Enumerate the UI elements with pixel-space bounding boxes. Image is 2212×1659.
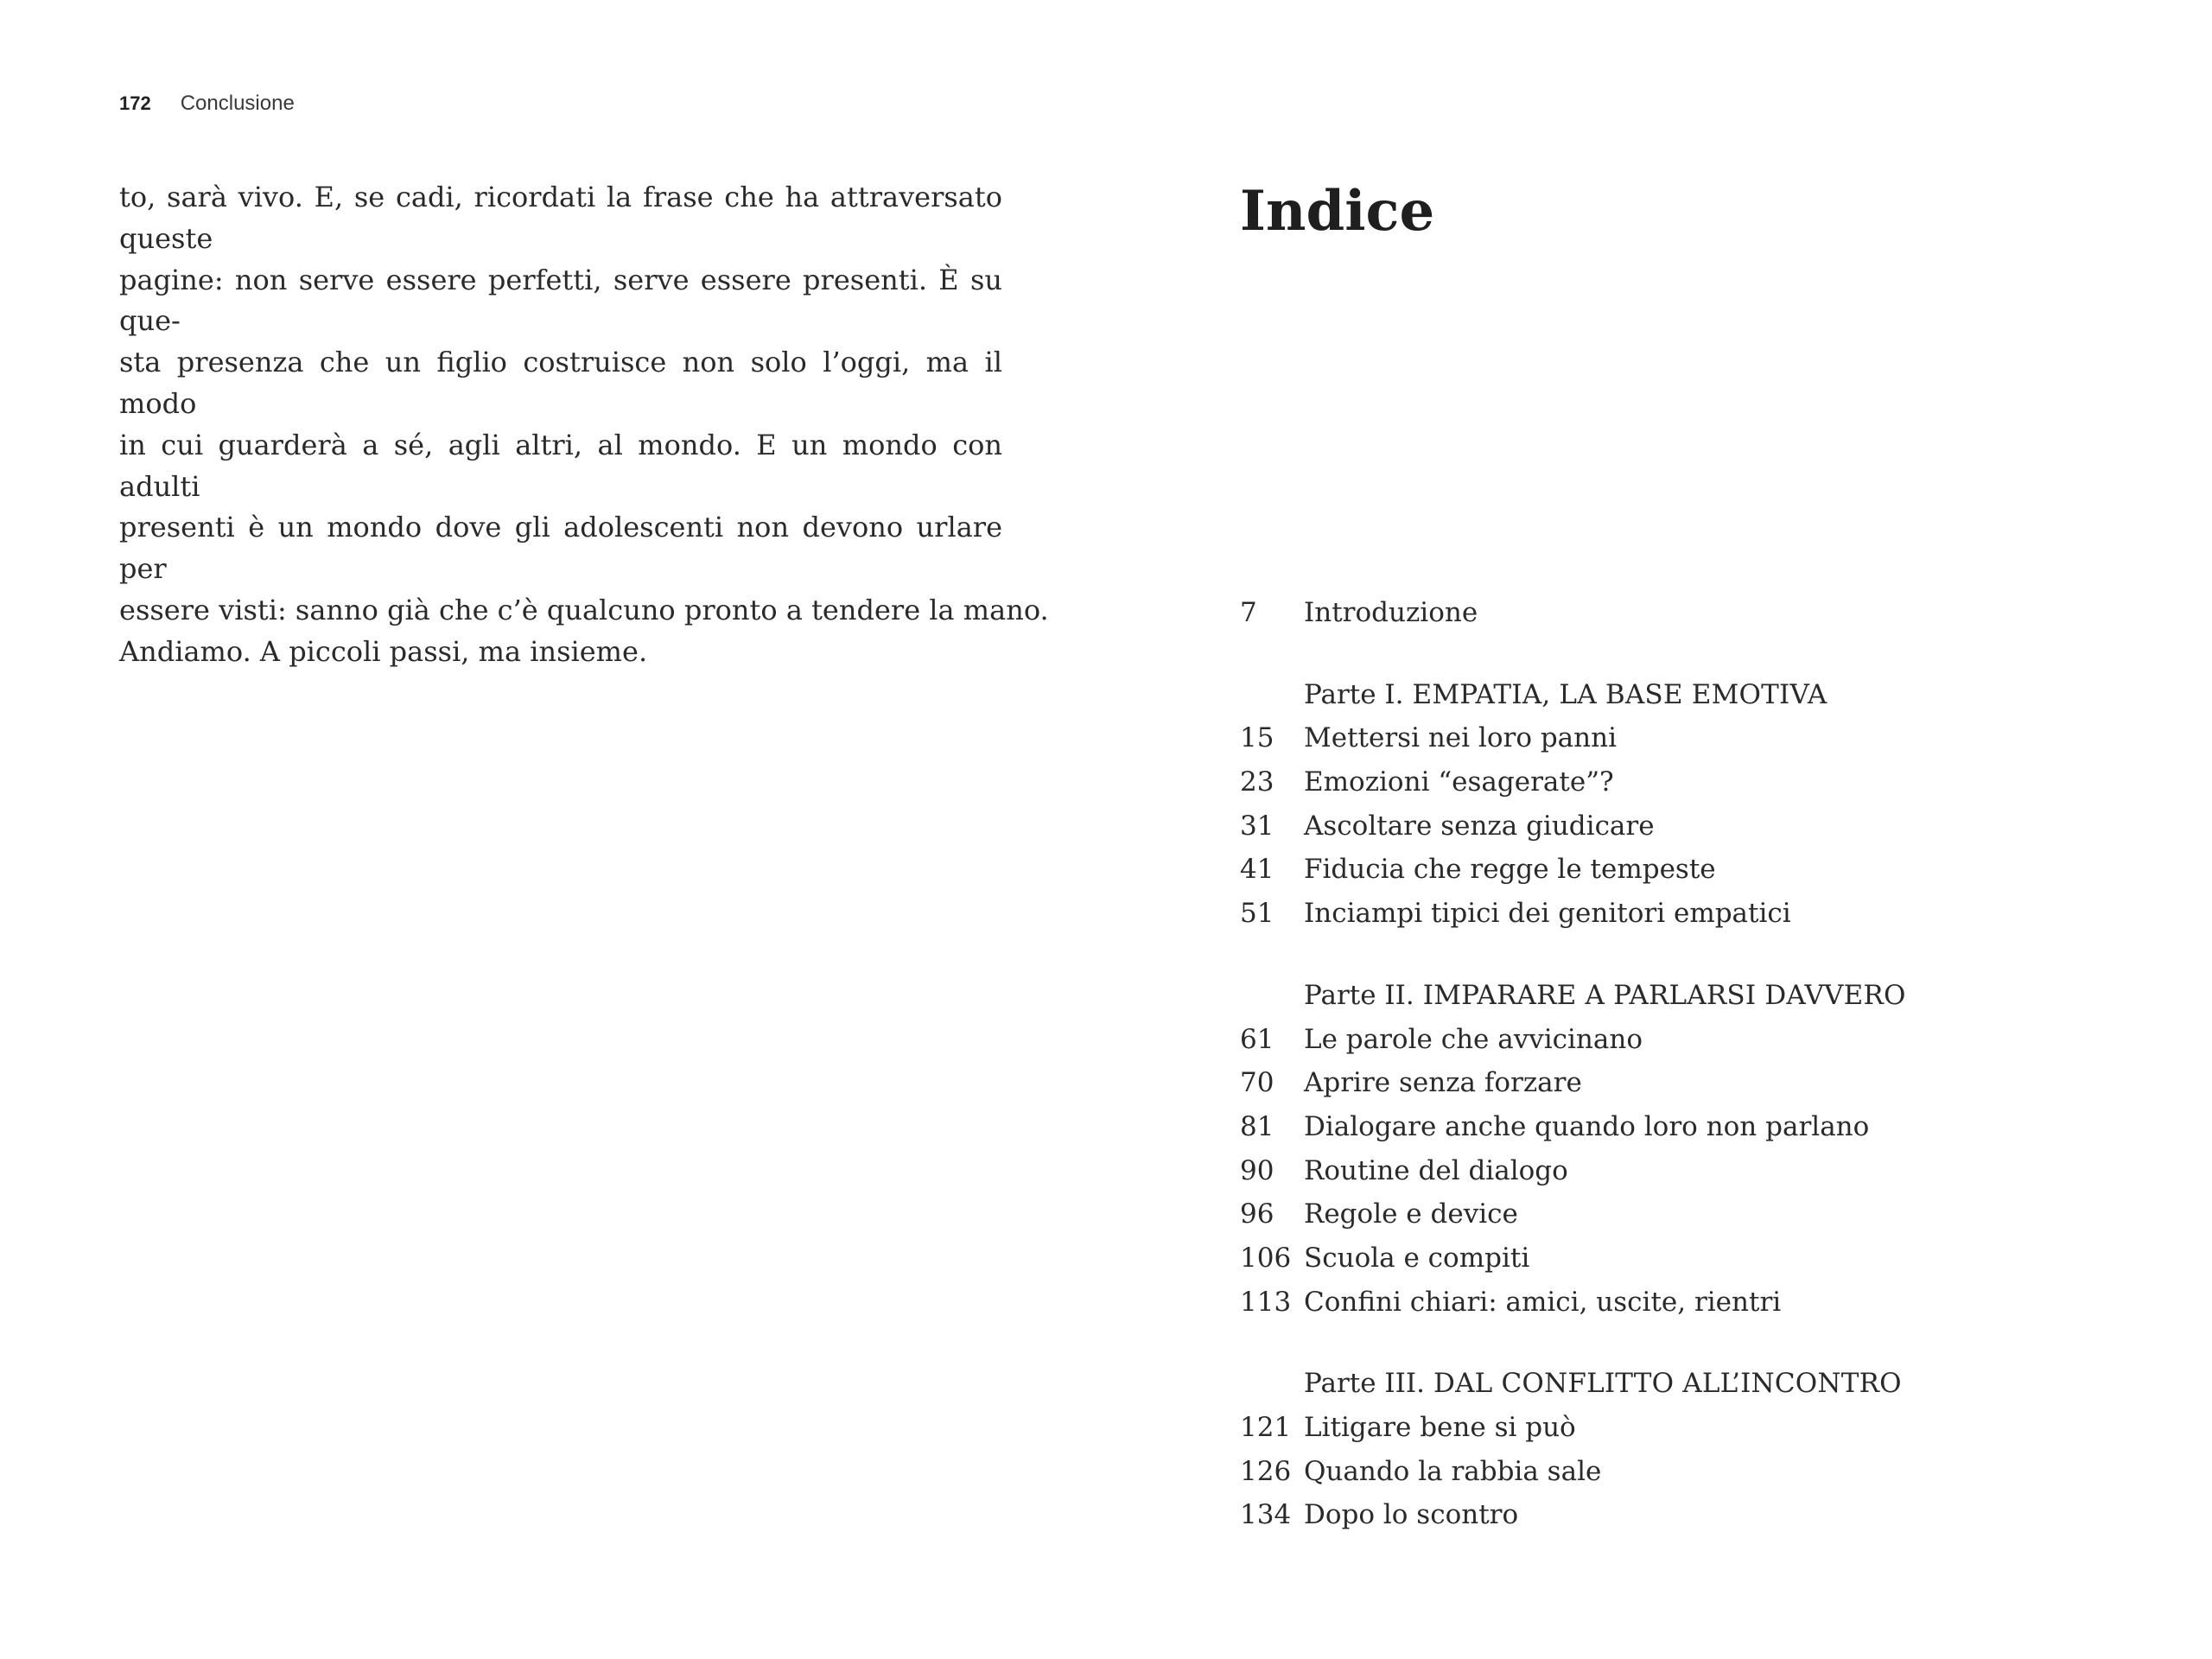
toc-entry[interactable]: [1240, 892, 2139, 936]
toc-page-number: 113: [1240, 1286, 1292, 1318]
toc-page-number: 126: [1240, 1455, 1292, 1487]
toc-entry[interactable]: [1240, 804, 2139, 849]
toc-page-number: 106: [1240, 1242, 1292, 1274]
toc-entry[interactable]: [1240, 716, 2139, 760]
chapter-running-title: Conclusione: [180, 92, 295, 115]
table-of-contents: [1240, 591, 2139, 1537]
toc-page-number: 96: [1240, 1198, 1274, 1230]
text-line: to, sarà vivo. E, se cadi, ricordati la frase che ha attraversato queste: [119, 181, 1002, 255]
conclusion-text: [119, 177, 1049, 673]
toc-entry-title: Le parole che avvicinano: [1304, 1023, 1643, 1055]
toc-page-number: 90: [1240, 1154, 1274, 1186]
part-name: EMPATIA, LA BASE EMOTIVA: [1412, 678, 1827, 710]
toc-entry[interactable]: [1240, 1149, 2139, 1193]
toc-part-heading[interactable]: [1240, 974, 2139, 1018]
part-name: IMPARARE A PARLARSI DAVVERO: [1422, 979, 1906, 1011]
page-number: 172: [119, 92, 151, 114]
toc-entry-title: Ascoltare senza giudicare: [1304, 810, 1655, 842]
text-line: pagine: non serve essere perfetti, serve essere presenti. È su que-: [119, 263, 1002, 338]
toc-entry[interactable]: [1240, 1406, 2139, 1450]
toc-entry[interactable]: [1240, 1281, 2139, 1325]
toc-page-number: 15: [1240, 722, 1274, 754]
text-line: in cui guarderà a sé, agli altri, al mondo. E un mondo con adulti: [119, 428, 1002, 503]
part-label: Parte II.: [1304, 979, 1414, 1011]
toc-entry-title: Emozioni “esagerate”?: [1304, 766, 1614, 798]
toc-entry-title: Fiducia che regge le tempeste: [1304, 854, 1716, 886]
toc-page-number: 134: [1240, 1499, 1292, 1531]
toc-page-number: 70: [1240, 1067, 1274, 1099]
toc-entry-title: Routine del dialogo: [1304, 1154, 1568, 1186]
toc-page-number: 31: [1240, 810, 1274, 842]
toc-entry[interactable]: [1240, 1061, 2139, 1105]
toc-part-title: [1304, 1362, 2139, 1406]
toc-entry[interactable]: [1240, 1018, 2139, 1062]
toc-entry-title: Regole e device: [1304, 1198, 1518, 1230]
toc-entry-title: Dialogare anche quando loro non parlano: [1304, 1110, 1870, 1142]
text-line: Andiamo. A piccoli passi, ma insieme.: [119, 634, 648, 668]
part-label: Parte I.: [1304, 678, 1404, 710]
toc-entry-title: Aprire senza forzare: [1304, 1067, 1582, 1099]
toc-page-number: 41: [1240, 854, 1274, 886]
toc-page-number: 7: [1240, 597, 1257, 628]
text-line: essere visti: sanno già che c’è qualcuno pronto a tendere la mano.: [119, 593, 1049, 626]
toc-entry-title: Dopo lo scontro: [1304, 1499, 1519, 1531]
part-label: Parte III.: [1304, 1368, 1426, 1400]
text-line: presenti è un mondo dove gli adolescenti non devono urlare per: [119, 511, 1002, 586]
toc-page-number: 121: [1240, 1412, 1292, 1443]
toc-entry[interactable]: [1240, 760, 2139, 804]
toc-part-title: [1304, 974, 2139, 1018]
toc-page-number: 81: [1240, 1110, 1274, 1142]
toc-entry[interactable]: [1240, 1105, 2139, 1149]
toc-part-title: [1304, 673, 2139, 717]
toc-entry-title: Introduzione: [1304, 597, 1478, 628]
part-name: DAL CONFLITTO ALL’INCONTRO: [1433, 1368, 1902, 1400]
toc-part-heading[interactable]: [1240, 1362, 2139, 1406]
toc-entry-title: Mettersi nei loro panni: [1304, 722, 1618, 754]
text-line: sta presenza che un figlio costruisce non solo l’oggi, ma il modo: [119, 346, 1002, 420]
toc-entry-title: Inciampi tipici dei genitori empatici: [1304, 898, 1791, 930]
toc-entry[interactable]: [1240, 848, 2139, 892]
running-head: [119, 92, 295, 116]
toc-entry[interactable]: [1240, 1236, 2139, 1281]
index-title: Indice: [1240, 179, 1435, 244]
toc-entry-title: Litigare bene si può: [1304, 1412, 1576, 1443]
toc-page-number: 61: [1240, 1023, 1274, 1055]
toc-entry-title: Quando la rabbia sale: [1304, 1455, 1602, 1487]
toc-entry[interactable]: [1240, 1493, 2139, 1537]
toc-part-heading[interactable]: [1240, 673, 2139, 717]
toc-entry[interactable]: [1240, 1450, 2139, 1494]
right-page: [1106, 0, 2212, 1659]
toc-entry[interactable]: [1240, 1192, 2139, 1236]
toc-page-number: 23: [1240, 766, 1274, 798]
toc-entry-title: Confini chiari: amici, uscite, rientri: [1304, 1286, 1782, 1318]
toc-entry-title: Scuola e compiti: [1304, 1242, 1530, 1274]
toc-entry-introduction[interactable]: [1240, 591, 2139, 635]
toc-page-number: 51: [1240, 898, 1274, 930]
